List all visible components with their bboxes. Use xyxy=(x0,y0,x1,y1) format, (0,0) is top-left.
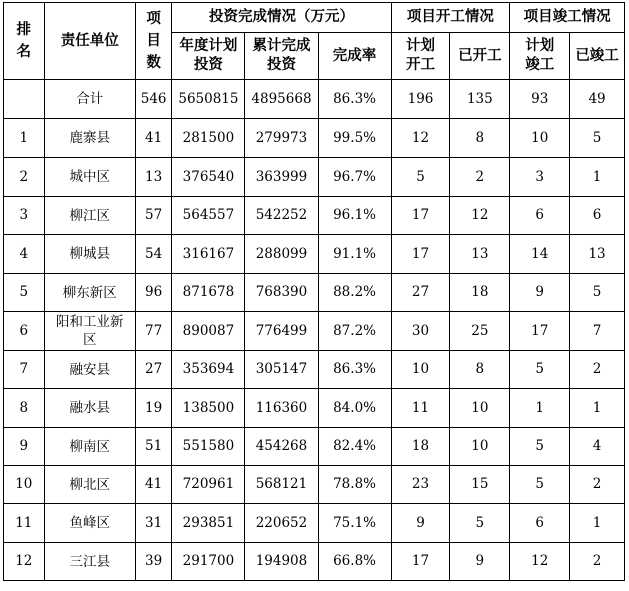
unit-label: 柳北区 xyxy=(69,476,110,493)
started-cell: 8 xyxy=(450,351,510,389)
table-row xyxy=(4,235,625,274)
table-row xyxy=(4,466,625,504)
header-unit xyxy=(44,3,135,80)
table-row xyxy=(4,158,625,197)
header-annual-plan xyxy=(172,33,245,80)
header-invest-group-label: 投资完成情况（万元） xyxy=(208,9,354,26)
header-count-label: 项目数 xyxy=(146,11,161,71)
plan-start-cell: 27 xyxy=(391,274,450,312)
cumulative-cell: 279973 xyxy=(245,119,318,158)
started-cell: 15 xyxy=(450,466,510,504)
rank-cell: 5 xyxy=(4,274,45,312)
table-row xyxy=(4,351,625,389)
table-row xyxy=(4,119,625,158)
plan-start-cell: 17 xyxy=(391,197,450,235)
unit-label: 融水县 xyxy=(69,400,110,416)
unit-cell xyxy=(44,351,135,389)
cumulative-cell: 542252 xyxy=(245,197,318,235)
rate-cell: 78.8% xyxy=(318,466,391,504)
finished-cell: 7 xyxy=(570,312,625,351)
plan-start-cell: 11 xyxy=(391,389,450,428)
rank-cell: 9 xyxy=(4,428,45,466)
annual-plan-cell: 353694 xyxy=(172,351,245,389)
plan-finish-cell: 17 xyxy=(510,312,570,351)
unit-label: 鱼峰区 xyxy=(69,515,110,531)
started-cell: 8 xyxy=(450,119,510,158)
cumulative-cell: 194908 xyxy=(245,543,318,581)
count-cell: 41 xyxy=(135,119,172,158)
table-row xyxy=(4,312,625,351)
cumulative-cell: 220652 xyxy=(245,504,318,543)
unit-cell xyxy=(44,197,135,235)
rank-cell: 12 xyxy=(4,543,45,581)
investment-progress-table xyxy=(3,2,625,581)
unit-label: 融安县 xyxy=(69,361,110,378)
rate-cell: 82.4% xyxy=(318,428,391,466)
unit-label: 阳和工业新区 xyxy=(55,314,124,348)
started-cell: 9 xyxy=(450,543,510,581)
plan-start-cell: 10 xyxy=(391,351,450,389)
started-cell: 10 xyxy=(450,389,510,428)
unit-cell xyxy=(44,543,135,581)
started-cell: 13 xyxy=(450,235,510,274)
unit-cell xyxy=(44,428,135,466)
plan-finish-cell: 9 xyxy=(510,274,570,312)
plan-start-cell: 18 xyxy=(391,428,450,466)
plan-finish-cell: 1 xyxy=(510,389,570,428)
rate-cell: 96.1% xyxy=(318,197,391,235)
header-finished-label: 已竣工 xyxy=(575,47,619,64)
plan-start-cell: 5 xyxy=(391,158,450,197)
header-unit-label: 责任单位 xyxy=(60,32,119,49)
rate-cell: 75.1% xyxy=(318,504,391,543)
annual-plan-cell: 564557 xyxy=(172,197,245,235)
rank-cell: 7 xyxy=(4,351,45,389)
started-cell: 25 xyxy=(450,312,510,351)
started-cell: 12 xyxy=(450,197,510,235)
count-cell: 54 xyxy=(135,235,172,274)
cumulative-cell: 454268 xyxy=(245,428,318,466)
annual-plan-cell: 138500 xyxy=(172,389,245,428)
plan-start-cell: 23 xyxy=(391,466,450,504)
cumulative-cell: 568121 xyxy=(245,466,318,504)
started-cell: 5 xyxy=(450,504,510,543)
unit-label: 柳南区 xyxy=(69,438,110,455)
table-row xyxy=(4,274,625,312)
header-invest-group xyxy=(172,3,391,33)
unit-label: 鹿寨县 xyxy=(69,130,110,146)
annual-plan-cell: 720961 xyxy=(172,466,245,504)
header-start-group-label: 项目开工情况 xyxy=(406,9,494,26)
finished-cell: 2 xyxy=(570,351,625,389)
count-cell: 77 xyxy=(135,312,172,351)
plan-start-cell: 17 xyxy=(391,235,450,274)
header-plan-start xyxy=(391,33,450,80)
rate-cell: 88.2% xyxy=(318,274,391,312)
header-rate-label: 完成率 xyxy=(332,47,377,64)
rank-cell: 3 xyxy=(4,197,45,235)
plan-finish-cell: 12 xyxy=(510,543,570,581)
rank-cell: 4 xyxy=(4,235,45,274)
finished-cell: 2 xyxy=(570,466,625,504)
header-plan-finish-label: 计划竣工 xyxy=(525,38,555,74)
unit-cell xyxy=(44,119,135,158)
count-cell: 96 xyxy=(135,274,172,312)
started-cell: 2 xyxy=(450,158,510,197)
plan-start-cell: 17 xyxy=(391,543,450,581)
cumulative-cell: 776499 xyxy=(245,312,318,351)
count-cell: 57 xyxy=(135,197,172,235)
rank-cell: 6 xyxy=(4,312,45,351)
header-finish-group-label: 项目竣工情况 xyxy=(523,9,611,26)
plan-start-cell: 30 xyxy=(391,312,450,351)
header-cumulative xyxy=(245,33,318,80)
unit-label: 城中区 xyxy=(69,169,110,185)
unit-cell xyxy=(44,466,135,504)
started-cell: 18 xyxy=(450,274,510,312)
rank-cell: 8 xyxy=(4,389,45,428)
ranking-rows xyxy=(4,119,625,581)
plan-finish-cell: 3 xyxy=(510,158,570,197)
plan-finish-cell: 6 xyxy=(510,504,570,543)
header-plan-finish xyxy=(510,33,570,80)
plan-finish-cell: 14 xyxy=(510,235,570,274)
total-row xyxy=(4,80,625,119)
finished-cell: 1 xyxy=(570,158,625,197)
header-started-label: 已开工 xyxy=(458,47,502,64)
rate-cell: 87.2% xyxy=(318,312,391,351)
unit-cell xyxy=(44,504,135,543)
plan-start-cell: 9 xyxy=(391,504,450,543)
unit-cell xyxy=(44,389,135,428)
total-count: 546 xyxy=(135,80,172,119)
header-annual-plan-label: 年度计划投资 xyxy=(179,38,238,74)
annual-plan-cell: 376540 xyxy=(172,158,245,197)
annual-plan-cell: 293851 xyxy=(172,504,245,543)
rate-cell: 86.3% xyxy=(318,351,391,389)
unit-label: 柳东新区 xyxy=(62,284,117,301)
cumulative-cell: 288099 xyxy=(245,235,318,274)
finished-cell: 5 xyxy=(570,274,625,312)
header-count xyxy=(135,3,172,80)
finished-cell: 13 xyxy=(570,235,625,274)
count-cell: 39 xyxy=(135,543,172,581)
started-cell: 10 xyxy=(450,428,510,466)
header-rate xyxy=(318,33,391,80)
rate-cell: 99.5% xyxy=(318,119,391,158)
table-row xyxy=(4,428,625,466)
plan-finish-cell: 5 xyxy=(510,351,570,389)
count-cell: 13 xyxy=(135,158,172,197)
count-cell: 51 xyxy=(135,428,172,466)
unit-cell xyxy=(44,158,135,197)
header-rank xyxy=(4,3,45,80)
total-plan-start: 196 xyxy=(391,80,450,119)
plan-finish-cell: 10 xyxy=(510,119,570,158)
unit-cell xyxy=(44,274,135,312)
finished-cell: 5 xyxy=(570,119,625,158)
total-plan-finish: 93 xyxy=(510,80,570,119)
rate-cell: 66.8% xyxy=(318,543,391,581)
total-cumulative: 4895668 xyxy=(245,80,318,119)
annual-plan-cell: 890087 xyxy=(172,312,245,351)
unit-cell xyxy=(44,312,135,351)
count-cell: 27 xyxy=(135,351,172,389)
cumulative-cell: 363999 xyxy=(245,158,318,197)
cumulative-cell: 768390 xyxy=(245,274,318,312)
header-finished xyxy=(570,33,625,80)
rank-cell: 2 xyxy=(4,158,45,197)
plan-start-cell: 12 xyxy=(391,119,450,158)
finished-cell: 6 xyxy=(570,197,625,235)
rank-cell: 11 xyxy=(4,504,45,543)
total-started: 135 xyxy=(450,80,510,119)
annual-plan-cell: 281500 xyxy=(172,119,245,158)
annual-plan-cell: 316167 xyxy=(172,235,245,274)
finished-cell: 4 xyxy=(570,428,625,466)
unit-label: 三江县 xyxy=(69,553,110,570)
annual-plan-cell: 871678 xyxy=(172,274,245,312)
total-rank-cell xyxy=(4,80,45,119)
finished-cell: 1 xyxy=(570,504,625,543)
header-cumulative-label: 累计完成投资 xyxy=(252,38,311,74)
total-annual-plan: 5650815 xyxy=(172,80,245,119)
table-row xyxy=(4,389,625,428)
finished-cell: 1 xyxy=(570,389,625,428)
table-row xyxy=(4,504,625,543)
plan-finish-cell: 5 xyxy=(510,466,570,504)
unit-cell xyxy=(44,235,135,274)
header-started xyxy=(450,33,510,80)
total-rate: 86.3% xyxy=(318,80,391,119)
total-finished: 49 xyxy=(570,80,625,119)
count-cell: 31 xyxy=(135,504,172,543)
unit-label: 柳江区 xyxy=(69,207,110,224)
header-start-group xyxy=(391,3,510,33)
header-plan-start-label: 计划开工 xyxy=(406,38,435,74)
finished-cell: 2 xyxy=(570,543,625,581)
header-finish-group xyxy=(510,3,625,33)
cumulative-cell: 305147 xyxy=(245,351,318,389)
annual-plan-cell: 291700 xyxy=(172,543,245,581)
rank-cell: 1 xyxy=(4,119,45,158)
table-row xyxy=(4,543,625,581)
rate-cell: 91.1% xyxy=(318,235,391,274)
unit-label: 柳城县 xyxy=(69,246,110,262)
header-rank-label: 排名 xyxy=(16,22,32,60)
rate-cell: 96.7% xyxy=(318,158,391,197)
count-cell: 19 xyxy=(135,389,172,428)
total-label: 合计 xyxy=(44,80,135,119)
rank-cell: 10 xyxy=(4,466,45,504)
cumulative-cell: 116360 xyxy=(245,389,318,428)
plan-finish-cell: 5 xyxy=(510,428,570,466)
table-row xyxy=(4,197,625,235)
plan-finish-cell: 6 xyxy=(510,197,570,235)
annual-plan-cell: 551580 xyxy=(172,428,245,466)
rate-cell: 84.0% xyxy=(318,389,391,428)
count-cell: 41 xyxy=(135,466,172,504)
